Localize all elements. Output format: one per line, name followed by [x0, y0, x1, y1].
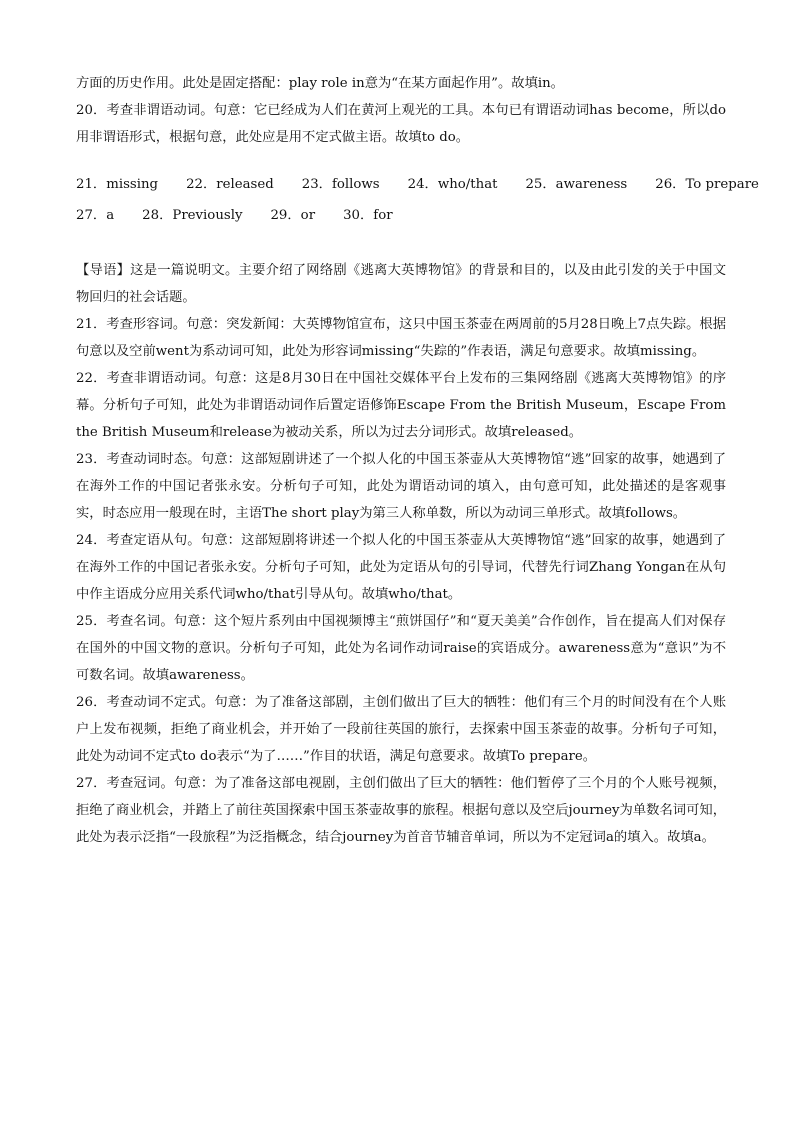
answer-22: 22．released: [186, 177, 274, 192]
answer-26: 26．To prepare: [655, 177, 759, 192]
spacer: [76, 151, 726, 169]
answer-21: 21．missing: [76, 177, 159, 192]
paragraph-item-22: 22．考查非谓语动词。句意：这是8月30日在中国社交媒体平台上发布的三集网络剧《逃离大英博物馆》的序幕。分析句子可知，此处为非谓语动词作后置定语修饰Escape From the British Museum，Escape From the British Museum和release为被动关系，所以为过去分词形式。故填released。: [76, 371, 726, 440]
answer-28: 28．Previously: [142, 208, 243, 223]
paragraph-item-21: 21．考查形容词。句意：突发新闻：大英博物馆宣布，这只中国玉茶壶在两周前的5月28日晚上7点失踪。根据句意以及空前went为系动词可知，此处为形容词missing“失踪的”作表语，满足句意要求。故填missing。: [76, 317, 726, 359]
paragraph-item-27: 27．考查冠词。句意：为了准备这部电视剧，主创们做出了巨大的牺牲：他们暂停了三个月的个人账号视频，拒绝了商业机会，并踏上了前往英国探索中国玉茶壶故事的旅程。根据句意以及空后journey为单数名词可知，此处为表示泛指“一段旅程”为泛指概念，结合journey为首音节辅音单词，所以为不定冠词a的填入。故填a。: [76, 776, 726, 845]
answer-29: 29．or: [270, 208, 316, 223]
paragraph-intro: 【导语】这是一篇说明文。主要介绍了网络剧《逃离大英博物馆》的背景和目的，以及由此引发的关于中国文物回归的社会话题。: [76, 263, 726, 305]
answer-24: 24．who/that: [407, 177, 498, 192]
answer-key: [76, 169, 759, 231]
document-page: [76, 70, 759, 851]
answer-row-2: [76, 200, 726, 231]
paragraph-item-25: 25．考查名词。句意：这个短片系列由中国视频博主“煎饼国仔”和“夏天美美”合作创作，旨在提高人们对保存在国外的中国文物的意识。分析句子可知，此处为名词作动词raise的宾语成分。awareness意为“意识”为不可数名词。故填awareness。: [76, 614, 726, 683]
answer-25: 25．awareness: [525, 177, 628, 192]
answer-30: 30．for: [343, 208, 393, 223]
paragraph-item-23: 23．考查动词时态。句意：这部短剧讲述了一个拟人化的中国玉茶壶从大英博物馆“逃”回家的故事，她遇到了在海外工作的中国记者张永安。分析句子可知，此处为谓语动词的填入，由句意可知，此处描述的是客观事实，时态应用一般现在时，主语The short play为第三人称单数，所以为动词三单形式。故填follows。: [76, 452, 726, 521]
answer-23: 23．follows: [301, 177, 380, 192]
paragraph-item-20: 20．考查非谓语动词。句意：它已经成为人们在黄河上观光的工具。本句已有谓语动词has become，所以do用非谓语形式，根据句意，此处应是用不定式做主语。故填to do。: [76, 103, 726, 145]
answer-27: 27．a: [76, 208, 115, 223]
paragraph-item-26: 26．考查动词不定式。句意：为了准备这部剧，主创们做出了巨大的牺牲：他们有三个月的时间没有在个人账户上发布视频，拒绝了商业机会，并开始了一段前往英国的旅行，去探索中国玉茶壶的故事。分析句子可知，此处为动词不定式to do表示“为了……”作目的状语，满足句意要求。故填To prepare。: [76, 695, 726, 764]
paragraph-continuation: 方面的历史作用。此处是固定搭配：play role in意为“在某方面起作用”。故填in。: [76, 76, 564, 91]
answer-row-1: [76, 169, 759, 200]
spacer: [76, 231, 726, 257]
paragraph-item-24: 24．考查定语从句。句意：这部短剧将讲述一个拟人化的中国玉茶壶从大英博物馆“逃”回家的故事，她遇到了在海外工作的中国记者张永安。分析句子可知，此处为定语从句的引导词，代替先行词Zhang Yongan在从句中作主语成分应用关系代词who/that引导从句。故填who/that。: [76, 533, 726, 602]
